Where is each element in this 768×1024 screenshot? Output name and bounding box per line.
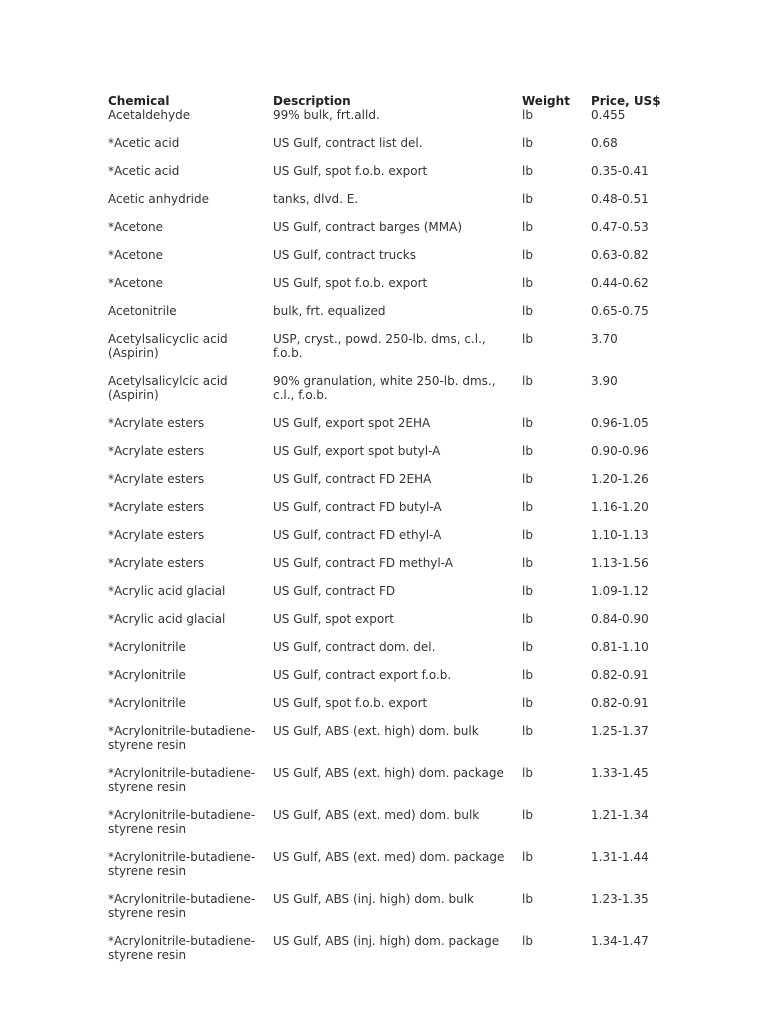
table-row	[104, 892, 684, 934]
cell-description: US Gulf, ABS (inj. high) dom. package	[273, 934, 500, 948]
cell-chemical: *Acrylonitrile	[108, 696, 186, 710]
cell-chemical: *Acetone	[108, 248, 164, 262]
cell-weight: lb	[522, 724, 533, 738]
cell-chemical: *Acrylonitrile-butadiene-styrene resin	[108, 724, 256, 752]
cell-chemical: *Acrylonitrile-butadiene-styrene resin	[108, 892, 256, 920]
cell-price: 1.13-1.56	[591, 556, 649, 570]
table-row	[104, 766, 684, 808]
cell-weight: lb	[522, 528, 533, 542]
table-row	[104, 640, 684, 668]
table-row	[104, 472, 684, 500]
cell-description: US Gulf, ABS (inj. high) dom. bulk	[273, 892, 474, 906]
table-row	[104, 668, 684, 696]
cell-description: US Gulf, contract dom. del.	[273, 640, 436, 654]
cell-price: 1.16-1.20	[591, 500, 649, 514]
cell-weight: lb	[522, 444, 533, 458]
cell-chemical: *Acrylonitrile-butadiene-styrene resin	[108, 766, 256, 794]
cell-chemical: *Acrylate esters	[108, 528, 205, 542]
cell-chemical: *Acrylate esters	[108, 416, 205, 430]
cell-chemical: *Acrylonitrile-butadiene-styrene resin	[108, 850, 256, 878]
cell-weight: lb	[522, 612, 533, 626]
cell-description: USP, cryst., powd. 250-lb. dms, c.l., f.o.b.	[273, 332, 486, 360]
table-body	[104, 108, 684, 976]
cell-price: 1.10-1.13	[591, 528, 649, 542]
cell-weight: lb	[522, 374, 533, 388]
header-description: Description	[273, 94, 351, 108]
cell-weight: lb	[522, 500, 533, 514]
cell-price: 1.20-1.26	[591, 472, 649, 486]
cell-weight: lb	[522, 696, 533, 710]
cell-price: 1.23-1.35	[591, 892, 649, 906]
cell-description: US Gulf, spot f.o.b. export	[273, 276, 428, 290]
cell-weight: lb	[522, 332, 533, 346]
cell-description: bulk, frt. equalized	[273, 304, 386, 318]
table-row	[104, 500, 684, 528]
cell-description: US Gulf, ABS (ext. med) dom. bulk	[273, 808, 480, 822]
cell-description: US Gulf, ABS (ext. high) dom. package	[273, 766, 504, 780]
table-row	[104, 696, 684, 724]
cell-price: 0.47-0.53	[591, 220, 649, 234]
cell-weight: lb	[522, 640, 533, 654]
cell-chemical: Acetonitrile	[108, 304, 177, 318]
cell-chemical: Acetylsalicyclic acid (Aspirin)	[108, 332, 228, 360]
cell-price: 0.48-0.51	[591, 192, 649, 206]
cell-chemical: *Acrylate esters	[108, 444, 205, 458]
cell-price: 1.25-1.37	[591, 724, 649, 738]
cell-price: 0.81-1.10	[591, 640, 649, 654]
cell-price: 0.35-0.41	[591, 164, 649, 178]
cell-price: 0.63-0.82	[591, 248, 649, 262]
cell-price: 0.65-0.75	[591, 304, 649, 318]
table-row	[104, 850, 684, 892]
cell-description: US Gulf, contract FD 2EHA	[273, 472, 432, 486]
table-row	[104, 248, 684, 276]
cell-description: 99% bulk, frt.alld.	[273, 108, 380, 122]
table-row	[104, 164, 684, 192]
cell-description: US Gulf, spot f.o.b. export	[273, 164, 428, 178]
header-price: Price, US$	[591, 94, 661, 108]
cell-chemical: *Acrylonitrile	[108, 668, 186, 682]
cell-weight: lb	[522, 584, 533, 598]
cell-chemical: *Acrylic acid glacial	[108, 612, 226, 626]
cell-description: 90% granulation, white 250-lb. dms., c.l., f.o.b.	[273, 374, 496, 402]
cell-chemical: *Acetic acid	[108, 136, 180, 150]
table-row	[104, 724, 684, 766]
cell-description: US Gulf, export spot butyl-A	[273, 444, 441, 458]
cell-description: US Gulf, ABS (ext. med) dom. package	[273, 850, 505, 864]
cell-chemical: *Acrylic acid glacial	[108, 584, 226, 598]
cell-description: US Gulf, contract barges (MMA)	[273, 220, 462, 234]
cell-weight: lb	[522, 556, 533, 570]
table-row	[104, 332, 684, 374]
header-chemical: Chemical	[108, 94, 170, 108]
cell-price: 1.09-1.12	[591, 584, 649, 598]
table-row	[104, 374, 684, 416]
cell-weight: lb	[522, 472, 533, 486]
cell-price: 0.84-0.90	[591, 612, 649, 626]
cell-weight: lb	[522, 850, 533, 864]
cell-chemical: *Acetone	[108, 276, 164, 290]
cell-chemical: *Acrylonitrile-butadiene-styrene resin	[108, 808, 256, 836]
table-row	[104, 108, 684, 136]
cell-description: US Gulf, ABS (ext. high) dom. bulk	[273, 724, 479, 738]
table-row	[104, 934, 684, 976]
cell-price: 1.33-1.45	[591, 766, 649, 780]
table-row	[104, 136, 684, 164]
cell-description: tanks, dlvd. E.	[273, 192, 359, 206]
table-row	[104, 192, 684, 220]
cell-description: US Gulf, contract export f.o.b.	[273, 668, 452, 682]
cell-chemical: *Acrylate esters	[108, 472, 205, 486]
cell-price: 0.90-0.96	[591, 444, 649, 458]
cell-weight: lb	[522, 108, 533, 122]
cell-chemical: Acetaldehyde	[108, 108, 191, 122]
header-weight: Weight	[522, 94, 570, 108]
cell-weight: lb	[522, 276, 533, 290]
cell-price: 0.44-0.62	[591, 276, 649, 290]
cell-price: 1.34-1.47	[591, 934, 649, 948]
chemical-price-table	[104, 94, 684, 976]
cell-chemical: Acetylsalicylcic acid (Aspirin)	[108, 374, 228, 402]
cell-chemical: *Acrylate esters	[108, 500, 205, 514]
cell-description: US Gulf, spot f.o.b. export	[273, 696, 428, 710]
table-row	[104, 304, 684, 332]
cell-weight: lb	[522, 248, 533, 262]
cell-price: 1.31-1.44	[591, 850, 649, 864]
cell-price: 3.90	[591, 374, 618, 388]
cell-description: US Gulf, spot export	[273, 612, 394, 626]
cell-chemical: *Acrylonitrile	[108, 640, 186, 654]
cell-description: US Gulf, export spot 2EHA	[273, 416, 431, 430]
cell-weight: lb	[522, 164, 533, 178]
cell-description: US Gulf, contract FD	[273, 584, 396, 598]
cell-weight: lb	[522, 934, 533, 948]
cell-weight: lb	[522, 220, 533, 234]
cell-weight: lb	[522, 892, 533, 906]
table-row	[104, 416, 684, 444]
cell-chemical: *Acetone	[108, 220, 164, 234]
table-row	[104, 528, 684, 556]
table-row	[104, 220, 684, 248]
cell-weight: lb	[522, 808, 533, 822]
cell-price: 0.68	[591, 136, 618, 150]
cell-weight: lb	[522, 304, 533, 318]
table-row	[104, 556, 684, 584]
cell-price: 0.82-0.91	[591, 696, 649, 710]
table-row	[104, 584, 684, 612]
cell-price: 0.455	[591, 108, 626, 122]
cell-description: US Gulf, contract FD methyl-A	[273, 556, 454, 570]
cell-weight: lb	[522, 668, 533, 682]
cell-description: US Gulf, contract trucks	[273, 248, 417, 262]
table-row	[104, 276, 684, 304]
cell-chemical: Acetic anhydride	[108, 192, 209, 206]
cell-description: US Gulf, contract FD ethyl-A	[273, 528, 442, 542]
cell-price: 1.21-1.34	[591, 808, 649, 822]
table-row	[104, 612, 684, 640]
table-header-row	[104, 94, 684, 108]
cell-weight: lb	[522, 416, 533, 430]
cell-weight: lb	[522, 192, 533, 206]
cell-weight: lb	[522, 136, 533, 150]
cell-chemical: *Acrylonitrile-butadiene-styrene resin	[108, 934, 256, 962]
cell-price: 3.70	[591, 332, 618, 346]
cell-weight: lb	[522, 766, 533, 780]
table-row	[104, 808, 684, 850]
cell-chemical: *Acrylate esters	[108, 556, 205, 570]
cell-description: US Gulf, contract list del.	[273, 136, 423, 150]
cell-price: 0.96-1.05	[591, 416, 649, 430]
cell-chemical: *Acetic acid	[108, 164, 180, 178]
cell-description: US Gulf, contract FD butyl-A	[273, 500, 442, 514]
table-row	[104, 444, 684, 472]
cell-price: 0.82-0.91	[591, 668, 649, 682]
